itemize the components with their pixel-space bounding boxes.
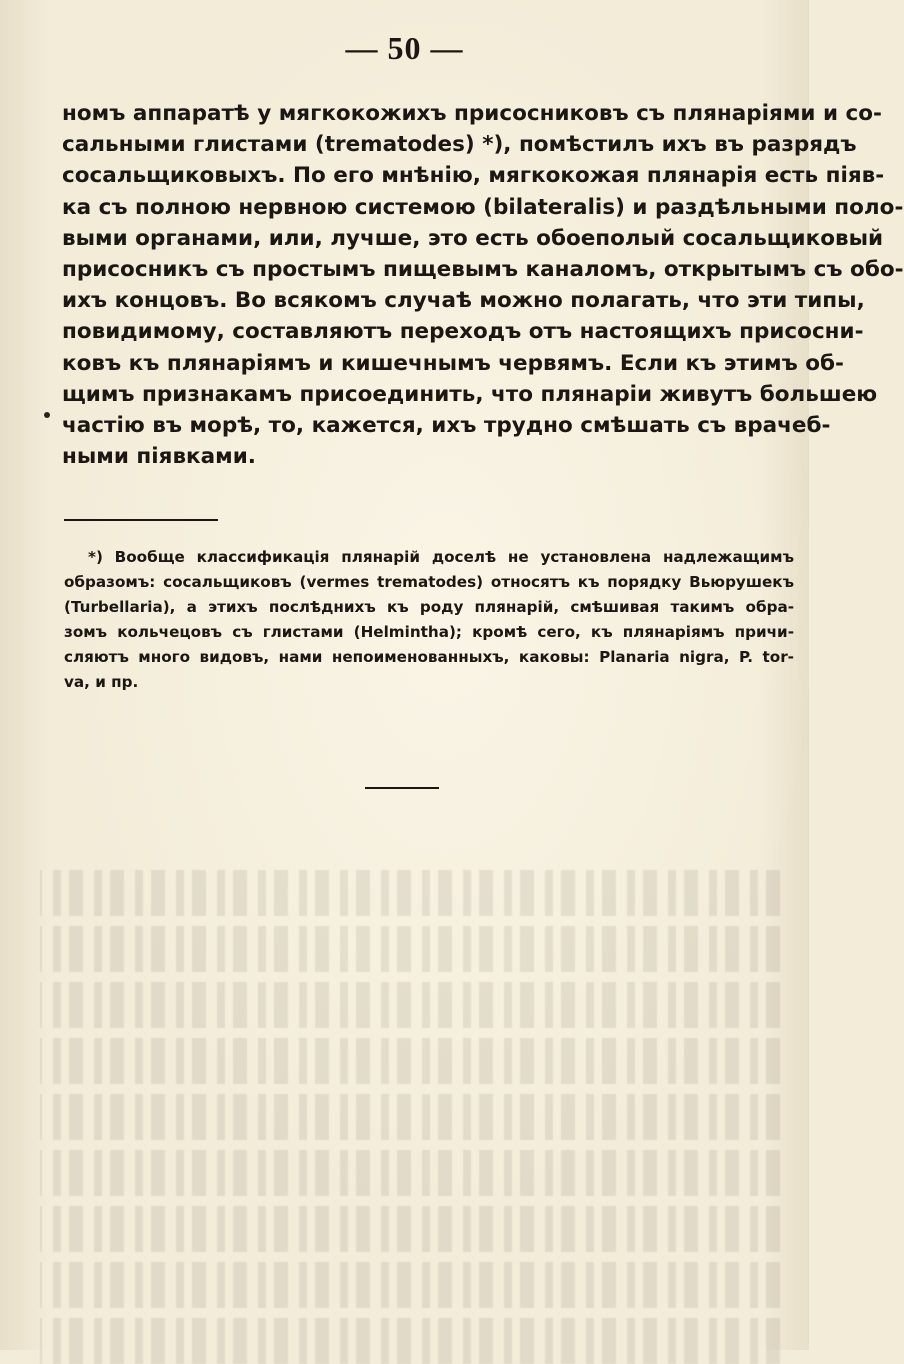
body-line: частію въ морѣ, то, кажется, ихъ трудно смѣшать съ врачеб- bbox=[62, 412, 831, 438]
body-line: сосальщиковыхъ. По его мнѣнію, мягкокожая плянарія есть піяв- bbox=[62, 163, 885, 189]
page-number: — 50 — bbox=[345, 30, 464, 66]
body-line: присосникъ съ простымъ пищевымъ каналомъ, открытымъ съ обо- bbox=[62, 256, 904, 282]
body-line: повидимому, составляютъ переходъ отъ настоящихъ присосни- bbox=[62, 319, 864, 345]
footnote-line: va, и пр. bbox=[64, 673, 139, 691]
body-line: ка съ полною нервною системою (bilateralis) и раздѣльными поло- bbox=[62, 194, 904, 220]
show-through-bleed bbox=[40, 870, 780, 1330]
margin-mark bbox=[44, 412, 50, 418]
body-line: щимъ признакамъ присоединить, что плянаріи живутъ большею bbox=[62, 381, 878, 407]
body-line: выми органами, или, лучше, это есть обоеполый сосальщиковый bbox=[62, 225, 884, 251]
footnote-line: (Turbellaria), а этихъ послѣднихъ къ роду плянарій, смѣшивая такимъ обра- bbox=[64, 598, 794, 616]
footnote-line: сляютъ много видовъ, нами непоименованныхъ, каковы: Planaria nigra, P. tor- bbox=[64, 648, 794, 666]
body-line: ными піявками. bbox=[62, 444, 256, 470]
body-line: ковъ къ плянаріямъ и кишечнымъ червямъ. Если къ этимъ об- bbox=[62, 350, 844, 376]
body-line: сальными глистами (trematodes) *), помѣстилъ ихъ въ разрядъ bbox=[62, 132, 857, 158]
body-line: номъ аппаратѣ у мягкокожихъ присосниковъ съ плянаріями и со- bbox=[62, 101, 882, 126]
footnote-line: зомъ кольчецовъ съ глистами (Helmintha); кромѣ сего, къ плянаріямъ причи- bbox=[64, 623, 794, 641]
end-separator bbox=[365, 787, 439, 789]
footnote-line: образомъ: сосальщиковъ (vermes trematodes) относятъ къ порядку Вьюрушекъ bbox=[64, 573, 794, 591]
body-paragraph bbox=[62, 98, 904, 472]
footnote bbox=[64, 545, 794, 695]
footnote-line: *) Вообще классификація плянарій доселѣ не установлена надлежащимъ bbox=[88, 548, 794, 566]
footnote-separator bbox=[64, 519, 218, 521]
body-line: ихъ концовъ. Во всякомъ случаѣ можно полагать, что эти типы, bbox=[62, 288, 865, 314]
